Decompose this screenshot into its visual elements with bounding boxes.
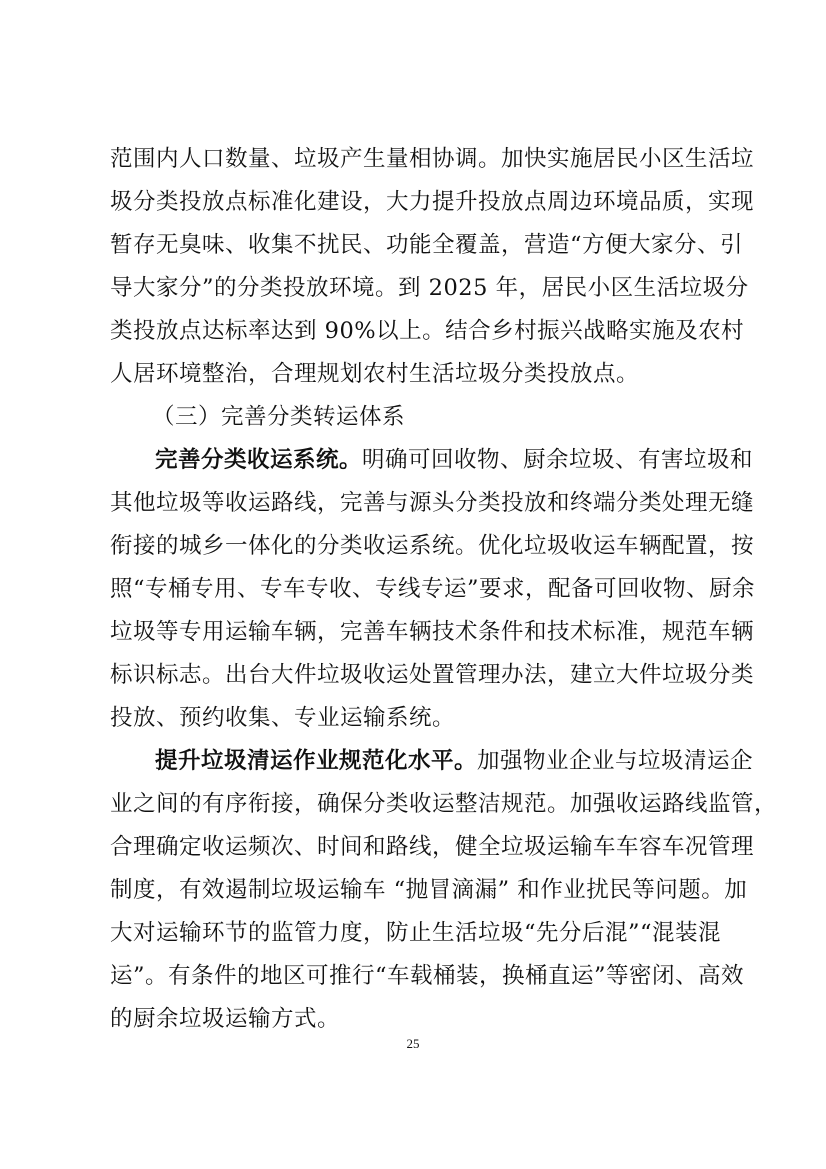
paragraph-line: 照“专桶专用、专车专收、专线专运”要求，配备可回收物、厨余 xyxy=(110,576,756,602)
paragraph-lead-title: 提升垃圾清运作业规范化水平。 xyxy=(155,748,478,774)
page-number: 25 xyxy=(406,1036,420,1051)
section-heading: （三）完善分类转运体系 xyxy=(152,404,406,430)
paragraph-line: 人居环境整治，合理规划农村生活垃圾分类投放点。 xyxy=(110,361,640,387)
paragraph-line: 其他垃圾等收运路线，完善与源头分类投放和终端分类处理无缝 xyxy=(110,490,755,516)
paragraph-line: 标识标志。出台大件垃圾收运处置管理办法，建立大件垃圾分类 xyxy=(110,662,755,688)
paragraph-line: 圾分类投放点标准化建设，大力提升投放点周边环境品质，实现 xyxy=(110,189,755,215)
paragraph-line: 投放、预约收集、专业运输系统。 xyxy=(110,705,456,731)
paragraph-line: 业之间的有序衔接，确保分类收运整洁规范。加强收运路线监管， xyxy=(110,791,778,817)
paragraph-line: 垃圾等专用运输车辆，完善车辆技术条件和技术标准，规范车辆 xyxy=(110,619,755,645)
paragraph-line: 制度，有效遏制垃圾运输车 “抛冒滴漏” 和作业扰民等问题。加 xyxy=(110,877,748,903)
paragraph-line: 的厨余垃圾运输方式。 xyxy=(110,1006,341,1032)
paragraph-line: 合理确定收运频次、时间和路线，健全垃圾运输车车容车况管理 xyxy=(110,834,755,860)
paragraph-lead-title: 完善分类收运系统。 xyxy=(155,447,363,473)
paragraph-line: 范围内人口数量、垃圾产生量相协调。加快实施居民小区生活垃 xyxy=(110,146,755,172)
paragraph-line: 导大家分”的分类投放环境。到 2025 年，居民小区生活垃圾分 xyxy=(110,275,749,301)
paragraph-line: 大对运输环节的监管力度，防止生活垃圾“先分后混”“混装混 xyxy=(110,920,722,946)
paragraph-line: 运”。有条件的地区可推行“车载桶装，换桶直运”等密闭、高效 xyxy=(110,963,745,989)
paragraph-line: 暂存无臭味、收集不扰民、功能全覆盖，营造“方便大家分、引 xyxy=(110,232,744,258)
paragraph-first-line xyxy=(155,746,754,776)
paragraph-line: 衔接的城乡一体化的分类收运系统。优化垃圾收运车辆配置，按 xyxy=(110,533,755,559)
paragraph-first-line-rest: 明确可回收物、厨余垃圾、有害垃圾和 xyxy=(362,447,754,473)
paragraph-line: 类投放点达标率达到 90%以上。结合乡村振兴战略实施及农村 xyxy=(110,318,745,344)
paragraph-first-line xyxy=(155,445,754,475)
paragraph-first-line-rest: 加强物业企业与垃圾清运企 xyxy=(477,748,754,774)
